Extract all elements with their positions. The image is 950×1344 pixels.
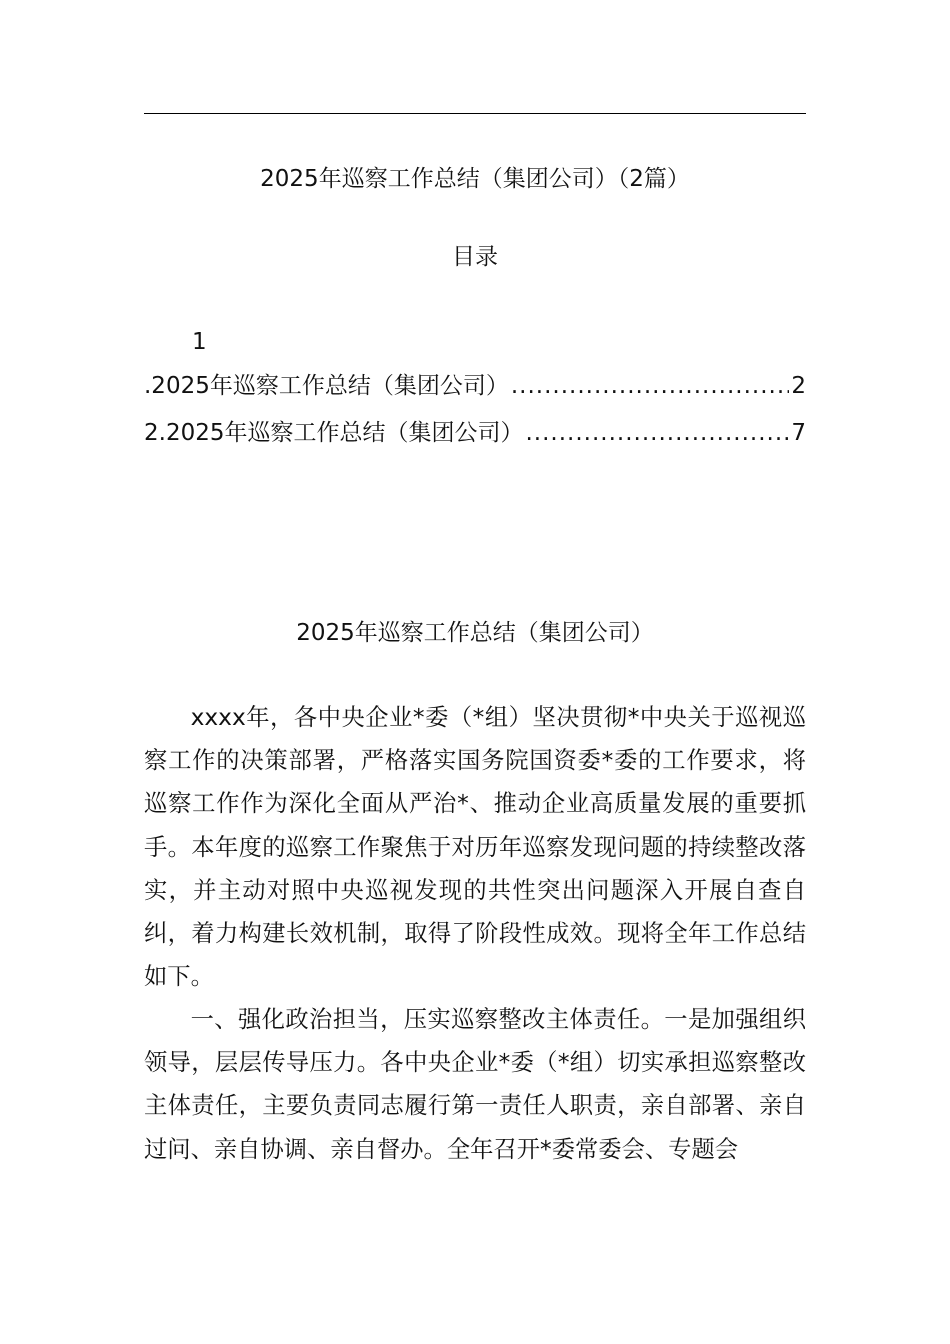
header-rule <box>144 113 806 114</box>
toc-heading: 目录 <box>452 244 498 270</box>
toc-entry-1-text: .2025年巡察工作总结（集团公司） <box>144 373 509 399</box>
body-paragraph: 一、强化政治担当，压实巡察整改主体责任。一是加强组织领导，层层传导压力。各中央企业*委（*组）切实承担巡察整改主体责任，主要负责同志履行第一责任人职责，亲自部署、亲自过问、亲自协调、亲自督办。全年召开*委常委会、专题会 <box>144 1006 806 1163</box>
section-title: 2025年巡察工作总结（集团公司） <box>296 620 654 646</box>
toc-leader-dots <box>511 369 790 403</box>
toc-entry-2[interactable] <box>144 416 806 450</box>
toc-entry-2-text: 2.2025年巡察工作总结（集团公司） <box>144 420 524 446</box>
toc-entry-2-page: 7 <box>791 420 806 446</box>
toc-leader-dots <box>525 416 789 450</box>
toc-entry-1-number: 1 <box>192 329 207 355</box>
toc-entry-1[interactable] <box>144 369 806 403</box>
toc-entry-1-page: 2 <box>791 373 806 399</box>
document-title: 2025年巡察工作总结（集团公司）（2篇） <box>260 166 690 192</box>
body-paragraph: xxxx年，各中央企业*委（*组）坚决贯彻*中央关于巡视巡察工作的决策部署，严格落实国务院国资委*委的工作要求，将巡察工作作为深化全面从严治*、推动企业高质量发展的重要抓手。本年度的巡察工作聚焦于对历年巡察发现问题的持续整改落实，并主动对照中央巡视发现的共性突出问题深入开展自查自纠，着力构建长效机制，取得了阶段性成效。现将全年工作总结如下。 <box>144 704 806 991</box>
